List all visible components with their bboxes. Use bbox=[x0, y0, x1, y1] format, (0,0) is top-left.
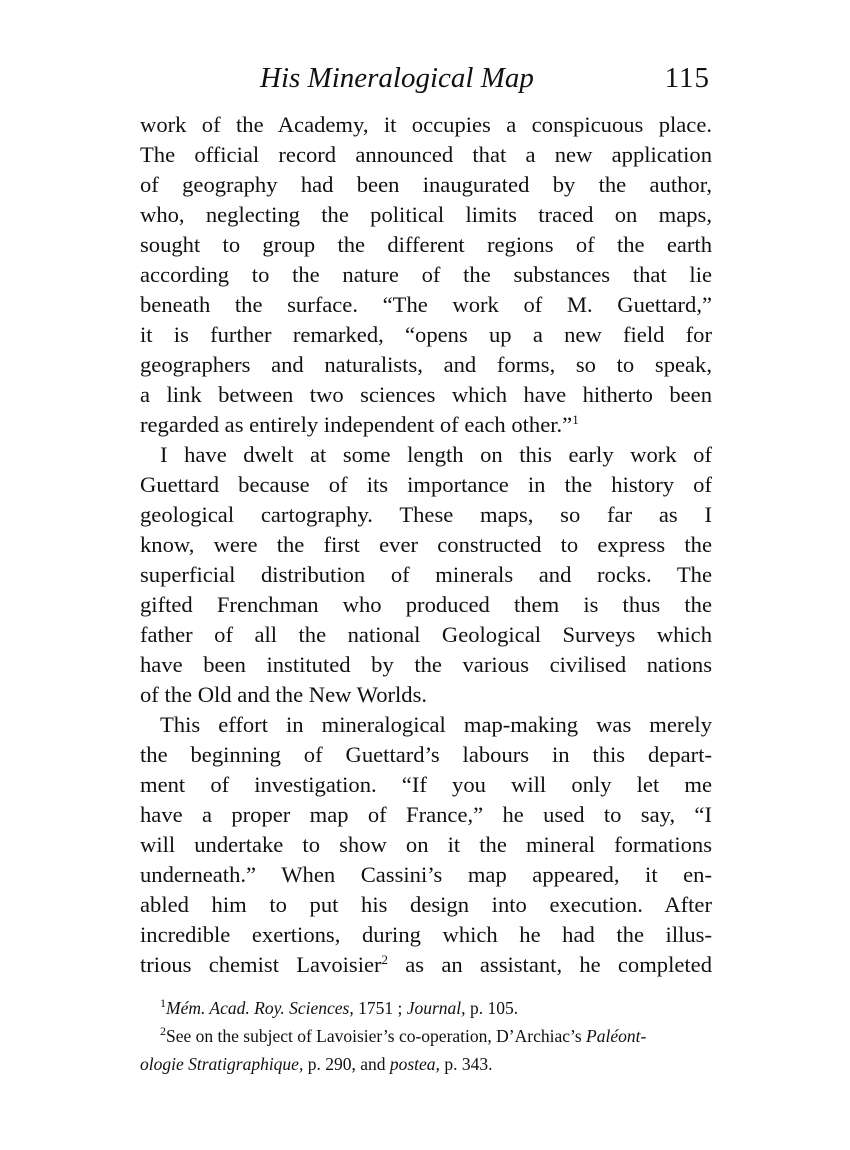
footnote-year: 1751 ; bbox=[353, 998, 407, 1018]
footnote-2 bbox=[140, 1022, 712, 1050]
text-line: of the Old and the New Worlds. bbox=[140, 682, 428, 707]
page-number: 115 bbox=[664, 62, 710, 94]
text-line-content: as an assistant, he completed bbox=[405, 952, 712, 977]
text-line: will undertake to show on it the mineral formations bbox=[140, 832, 712, 857]
text-line-content: trious chemist Lavoisier bbox=[140, 952, 382, 977]
text-line: ment of investigation. “If you will only let me bbox=[140, 772, 712, 797]
footnote-journal: Journal, bbox=[406, 998, 466, 1018]
footnote-reference: Mém. Acad. Roy. Sciences, bbox=[166, 998, 354, 1018]
text-line: geographers and naturalists, and forms, so to speak, bbox=[140, 352, 712, 377]
text-line: a link between two sciences which have hitherto been bbox=[140, 382, 712, 407]
text-line: Guettard because of its importance in the history of bbox=[140, 472, 712, 497]
footnote-2-continued bbox=[140, 1050, 712, 1078]
text-line: incredible exertions, during which he had the illus- bbox=[140, 922, 712, 947]
text-line: superficial distribution of minerals and rocks. The bbox=[140, 562, 712, 587]
footnote-page: p. 105. bbox=[465, 998, 519, 1018]
footnote-text: p. 343. bbox=[439, 1054, 493, 1074]
footnote-text: p. 290, and bbox=[303, 1054, 390, 1074]
footnote-title: Paléont- bbox=[586, 1026, 647, 1046]
paragraph-1 bbox=[140, 110, 712, 440]
text-line: have been instituted by the various civilised nations bbox=[140, 652, 712, 677]
text-line: work of the Academy, it occupies a conspicuous place. bbox=[140, 112, 712, 137]
book-page bbox=[140, 58, 712, 1078]
text-line: the beginning of Guettard’s labours in this depart- bbox=[140, 742, 712, 767]
text-line: This effort in mineralogical map-making was merely bbox=[160, 712, 712, 737]
text-line: sought to group the different regions of the earth bbox=[140, 232, 712, 257]
text-line: I have dwelt at some length on this early work of bbox=[160, 442, 712, 467]
footnotes bbox=[140, 994, 712, 1078]
text-line: underneath.” When Cassini’s map appeared, it en- bbox=[140, 862, 712, 887]
footnote-marker: 2 bbox=[160, 1024, 166, 1038]
footnote-marker: 2 bbox=[381, 952, 389, 967]
body-text bbox=[140, 110, 712, 980]
text-line: geological cartography. These maps, so far as I bbox=[140, 502, 712, 527]
footnote-text: See on the subject of Lavoisier’s co-operation, D’Archiac’s bbox=[166, 1026, 587, 1046]
text-line: have a proper map of France,” he used to say, “I bbox=[140, 802, 712, 827]
text-line: know, were the first ever constructed to express the bbox=[140, 532, 712, 557]
footnote-term: postea, bbox=[389, 1054, 440, 1074]
footnote-1 bbox=[140, 994, 712, 1022]
text-line: The official record announced that a new application bbox=[140, 142, 712, 167]
paragraph-3 bbox=[140, 710, 712, 980]
footnote-marker: 1 bbox=[160, 996, 166, 1010]
text-line: according to the nature of the substances that lie bbox=[140, 262, 712, 287]
text-line: father of all the national Geological Surveys which bbox=[140, 622, 712, 647]
text-line bbox=[140, 410, 712, 440]
text-line bbox=[140, 950, 712, 980]
running-head bbox=[140, 58, 712, 98]
text-line: abled him to put his design into execution. After bbox=[140, 892, 712, 917]
text-line: of geography had been inaugurated by the author, bbox=[140, 172, 712, 197]
running-title: His Mineralogical Map bbox=[260, 62, 534, 94]
text-line: it is further remarked, “opens up a new field for bbox=[140, 322, 712, 347]
footnote-separator bbox=[140, 980, 712, 994]
text-line: who, neglecting the political limits traced on maps, bbox=[140, 202, 712, 227]
paragraph-2 bbox=[140, 440, 712, 710]
text-line: gifted Frenchman who produced them is thus the bbox=[140, 592, 712, 617]
text-line: beneath the surface. “The work of M. Guettard,” bbox=[140, 292, 712, 317]
footnote-title: ologie Stratigraphique, bbox=[140, 1054, 304, 1074]
footnote-marker: 1 bbox=[572, 412, 579, 427]
text-line-content: regarded as entirely independent of each other.” bbox=[140, 412, 573, 437]
